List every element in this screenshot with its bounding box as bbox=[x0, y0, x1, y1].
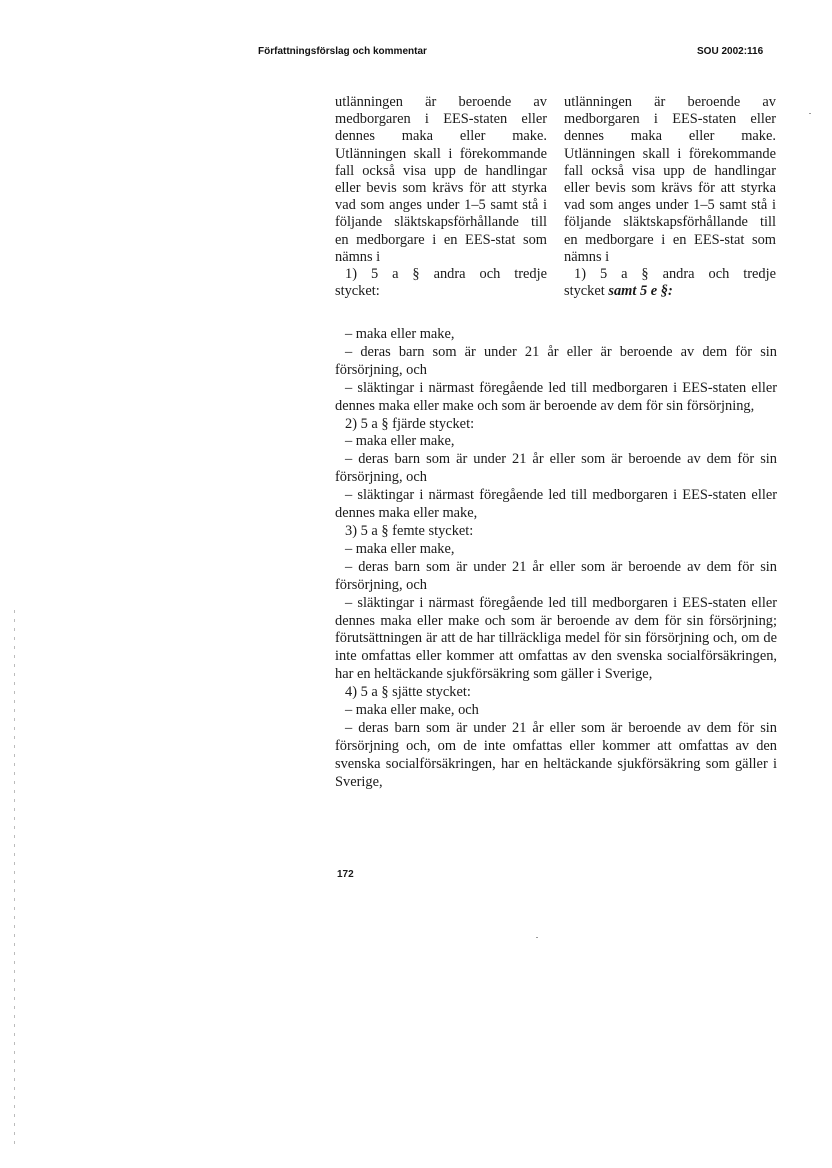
list-line: 2) 5 a § fjärde stycket: bbox=[345, 415, 475, 432]
list-line: – släktingar i närmast föregående led till medborgaren i EES-staten eller dennes maka eller make, bbox=[335, 487, 777, 522]
list-line: – deras barn som är under 21 år eller är beroende av dem för sin försörjning, och bbox=[335, 343, 777, 378]
list-line: – deras barn som är under 21 år eller som är beroende av dem för sin försörjning, och bbox=[335, 451, 777, 486]
scan-speck bbox=[536, 937, 538, 938]
current-wording-column bbox=[335, 94, 547, 300]
proposed-amendment-text: samt 5 e § bbox=[608, 283, 668, 300]
body-text bbox=[335, 326, 777, 792]
proposed-wording-item-continuation bbox=[564, 283, 776, 300]
list-line: – deras barn som är under 21 år eller som är beroende av dem för sin försörjning och, om de inte omfattas eller kommer att omfattas av den svenska socialförsäkringen, har en heltäckande sjukförsäkring som gäller i Sverige, bbox=[335, 719, 777, 790]
list-line: – maka eller make, bbox=[345, 326, 455, 342]
list-line: 4) 5 a § sjätte stycket: bbox=[345, 684, 471, 701]
proposed-item-plain-text: stycket bbox=[564, 283, 609, 300]
proposed-wording-column bbox=[564, 94, 776, 300]
running-header-title: Författningsförslag och kommentar bbox=[258, 46, 427, 57]
proposed-wording-paragraph: utlänningen är beroende av medborgaren i EES-staten eller dennes maka eller make. Utlänningen skall i förekommande fall också visa upp de handlingar eller bevis som krävs för att styrka vad som anges under 1–5 samt stå i följande släktskapsförhållande till en medborgare i en EES-stat som nämns i bbox=[564, 94, 776, 265]
current-wording-item: 1) 5 a § andra och tredje bbox=[345, 266, 547, 283]
list-line: – deras barn som är under 21 år eller som är beroende av dem för sin försörjning, och bbox=[335, 558, 777, 593]
scan-speck bbox=[809, 113, 811, 114]
scan-margin-artifact bbox=[14, 610, 15, 1145]
page-number: 172 bbox=[337, 869, 354, 880]
proposed-wording-item: 1) 5 a § andra och tredje bbox=[574, 266, 776, 283]
current-wording-paragraph: utlänningen är beroende av medborgaren i EES-staten eller dennes maka eller make. Utlänningen skall i förekommande fall också visa upp de handlingar eller bevis som krävs för att styrka vad som anges under 1–5 samt stå i följande släktskapsförhållande till en medborgare i en EES-stat som nämns i bbox=[335, 94, 547, 265]
proposed-amendment-colon: : bbox=[667, 283, 673, 300]
list-line: – maka eller make, bbox=[345, 433, 455, 450]
running-header-report-number: SOU 2002:116 bbox=[697, 46, 764, 57]
current-wording-item-continuation: stycket: bbox=[335, 283, 380, 300]
list-line: – släktingar i närmast föregående led till medborgaren i EES-staten eller dennes maka eller make och som är beroende av dem för sin försörjning, bbox=[335, 379, 777, 414]
list-line: 3) 5 a § femte stycket: bbox=[345, 522, 474, 539]
list-line: – släktingar i närmast föregående led till medborgaren i EES-staten eller dennes maka eller make och som är beroende av dem för sin försörjning; förutsättningen är att de har tillräckliga medel för sin försörjning och, om de inte omfattas eller kommer att omfattas av den svenska socialförsäkringen, har en heltäckande sjukförsäkring som gäller i Sverige, bbox=[335, 594, 777, 683]
list-line: – maka eller make, och bbox=[345, 702, 479, 719]
list-line: – maka eller make, bbox=[345, 540, 455, 557]
